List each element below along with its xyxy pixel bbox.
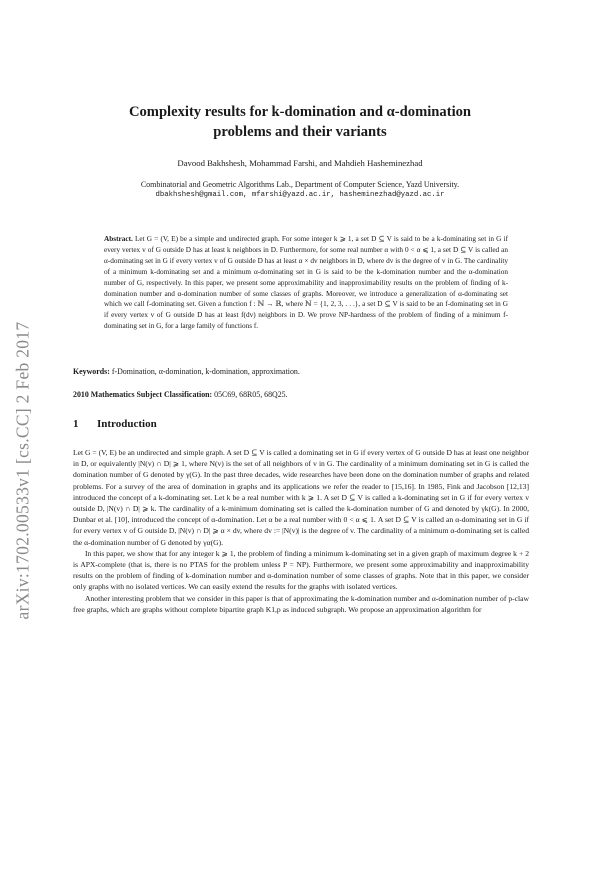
section-heading [73, 418, 157, 430]
msc-label: 2010 Mathematics Subject Classification: [73, 390, 213, 399]
abstract-text: Let G = (V, E) be a simple and undirected graph. For some integer k ⩾ 1, a set D ⊆ V is said to be a k-dominating set in G if every vertex v of G outside D has at least k neighbors in D. Furthermore, for some real number α with 0 < α ⩽ 1, a set D ⊆ V is called an α-dominating set in G if every vertex v of G outside D has at least α × dv neighbors in D, where dv is the degree of v in G. The cardinality of a minimum k-dominating set and a minimum α-dominating set in G is said to be the k-domination number and the α-domination number of G, respectively. In this paper, we present some approximability and inapproximability results on the problem of finding of k-domination number and α-domination number of some classes of graphs. Moreover, we introduce a generalization of α-dominating set which we call f-dominating set. Given a function f : ℕ → ℝ, where ℕ = {1, 2, 3, . . .}, a set D ⊆ V is said to be an f-dominating set in G if every vertex v of G outside D has at least f(dv) neighbors in D. We prove NP-hardness of the problem of finding of a minimum f-dominating set in G, for a large family of functions f. [104, 235, 509, 331]
title-line-1: Complexity results for k-domination and α-domination [128, 104, 472, 120]
keywords-text: f-Domination, α-domination, k-domination, approximation. [111, 367, 300, 376]
keywords [73, 367, 533, 376]
affiliation: Combinatorial and Geometric Algorithms Lab., Department of Computer Science, Yazd University. [140, 180, 460, 189]
abstract-label: Abstract. [104, 235, 133, 243]
title-line-2: problems and their variants [213, 124, 387, 140]
arxiv-identifier-stamp: arXiv:1702.00533v1 [cs.CC] 2 Feb 2017 [12, 321, 33, 620]
authors: Davood Bakhshesh, Mohammad Farshi, and Mahdieh Hasheminezhad [177, 158, 423, 168]
section-title: Introduction [97, 418, 157, 430]
paragraph: Let G = (V, E) be an undirected and simple graph. A set D ⊆ V is called a dominating set in G if every vertex of G outside D has at least one neighbor in D, or equivalently |N(v) ∩ D| ⩾ 1, where N(v) is the set of all neighbors of v in G. The cardinality of a minimum dominating set in G is called the domination number of G denoted by γ(G). In the past three decades, wide researches have been done on the domination number of graphs and related problems. For a survey of the area of domination in graphs and its applications we refer the reader to [15,16]. In 1985, Fink and Jacobson [12,13] introduced the concept of a k-dominating set. Let k be a real number with k ⩾ 1. A set D ⊆ V is called a k-dominating set in G if for every vertex v outside D, |N(v) ∩ D| ⩾ k. The cardinality of a k-minimum dominating set is called the k-domination number of G and denoted by γk(G). In 2000, Dunbar et al. [10], introduced the concept of α-domination. Let α be a real number with 0 < α ⩽ 1. A set D ⊆ V is called an α-dominating set in G if for every vertex v of G outside D, |N(v) ∩ D| ⩾ α × dv, where dv := |N(v)| is the degree of v. The cardinality of a minimum α-dominating set is called the α-domination number of G denoted by γα(G). [73, 448, 529, 547]
msc-classification [73, 390, 533, 399]
author-emails: dbakhshesh@gmail.com, mfarshi@yazd.ac.ir, hasheminezhad@yazd.ac.ir [155, 191, 445, 199]
keywords-label: Keywords: [73, 367, 110, 376]
paper-title [60, 102, 540, 142]
paragraph: In this paper, we show that for any integer k ⩾ 1, the problem of finding a minimum k-dominating set in a given graph of maximum degree k + 2 is APX-complete (that is, there is no PTAS for the problem unless P = NP). Furthermore, we present some approximability and inapproximability results on the problem of finding of k-domination number and α-domination number of some classes of graphs. Note that in this paper, we consider only graphs with no isolated vertices. We can easily extend the results for the graphs with isolated vertices. [73, 548, 529, 592]
msc-text: 05C69, 68R05, 68Q25. [214, 390, 288, 399]
introduction-body [73, 447, 529, 615]
section-number: 1 [73, 418, 79, 430]
paragraph: Another interesting problem that we consider in this paper is that of approximating the k-domination number and α-domination number of p-claw free graphs, which are graphs without complete bipartite graph K1,p as induced subgraph. We propose an approximation algorithm for [73, 593, 529, 614]
abstract [104, 234, 508, 332]
